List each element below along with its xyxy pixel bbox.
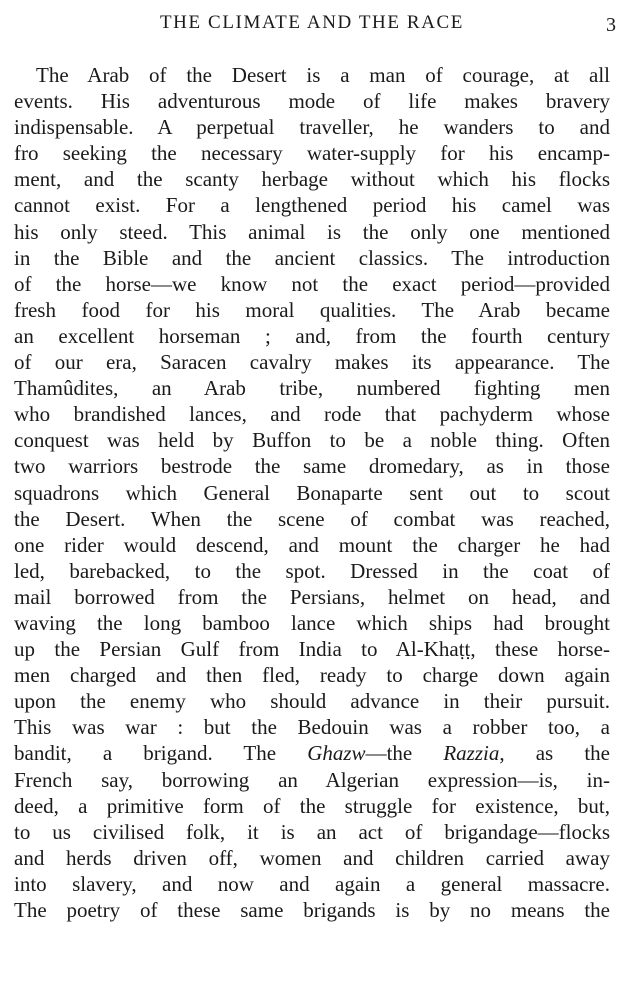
- text-line: squadrons which General Bonaparte sent out to scout: [14, 480, 610, 505]
- text-line: events. His adventurous mode of life makes bravery: [14, 89, 610, 114]
- text-line: This was war : but the Bedouin was a robber too, a: [14, 715, 610, 740]
- text-line: mail borrowed from the Persians, helmet on head, and: [14, 584, 610, 609]
- text-line: an excellent horseman ; and, from the fourth century: [14, 323, 610, 348]
- text-line: of our era, Saracen cavalry makes its appearance. The: [14, 350, 610, 375]
- text-line: ment, and the scanty herbage without which his flocks: [14, 167, 610, 192]
- body-paragraph: [14, 62, 610, 923]
- text-line-with-italics: [14, 740, 610, 766]
- text-line: The Arab of the Desert is a man of courage, at all: [36, 63, 610, 87]
- book-page: [14, 10, 616, 923]
- text-line: in the Bible and the ancient classics. The introduction: [14, 245, 610, 270]
- text-line: one rider would descend, and mount the charger he had: [14, 532, 610, 557]
- text-line: led, barebacked, to the spot. Dressed in the coat of: [14, 558, 610, 583]
- text-line: conquest was held by Buffon to be a noble thing. Often: [14, 428, 610, 453]
- text-line: Thamûdites, an Arab tribe, numbered fighting men: [14, 376, 610, 401]
- italic-term-razzia: Razzia: [443, 741, 500, 766]
- text-line: waving the long bamboo lance which ships had brought: [14, 610, 610, 635]
- text-line: to us civilised folk, it is an act of brigandage—flocks: [14, 819, 610, 844]
- page-header: [14, 10, 616, 44]
- text-line: into slavery, and now and again a general massacre.: [14, 871, 610, 896]
- page-number: 3: [606, 14, 616, 36]
- italic-term-ghazw: Ghazw: [307, 741, 366, 766]
- text-line: the Desert. When the scene of combat was reached,: [14, 506, 610, 531]
- text-segment: —the: [365, 741, 444, 766]
- running-title: THE CLIMATE AND THE RACE: [159, 12, 465, 33]
- text-line: fro seeking the necessary water-supply for his encamp-: [14, 141, 610, 166]
- text-line: and herds driven off, women and children carried away: [14, 845, 610, 870]
- text-line: fresh food for his moral qualities. The Arab became: [14, 297, 610, 322]
- text-line: cannot exist. For a lengthened period his camel was: [14, 193, 610, 218]
- text-line: upon the enemy who should advance in their pursuit.: [14, 689, 610, 714]
- text-line: two warriors bestrode the same dromedary, as in those: [14, 454, 610, 479]
- text-line: The poetry of these same brigands is by no means the: [14, 898, 610, 922]
- text-line: who brandished lances, and rode that pachyderm whose: [14, 402, 610, 427]
- text-line: up the Persian Gulf from India to Al-Khaṭṭ, these horse-: [14, 637, 610, 662]
- text-line: his only steed. This animal is the only one mentioned: [14, 219, 610, 244]
- text-line: men charged and then fled, ready to charge down again: [14, 663, 610, 688]
- text-line: deed, a primitive form of the struggle for existence, but,: [14, 793, 610, 818]
- text-line: indispensable. A perpetual traveller, he wanders to and: [14, 115, 610, 140]
- text-line: French say, borrowing an Algerian expression—is, in-: [14, 767, 610, 792]
- text-line: of the horse—we know not the exact period—provided: [14, 271, 610, 296]
- text-segment: , as the: [499, 741, 610, 766]
- text-segment: bandit, a brigand. The: [14, 741, 308, 766]
